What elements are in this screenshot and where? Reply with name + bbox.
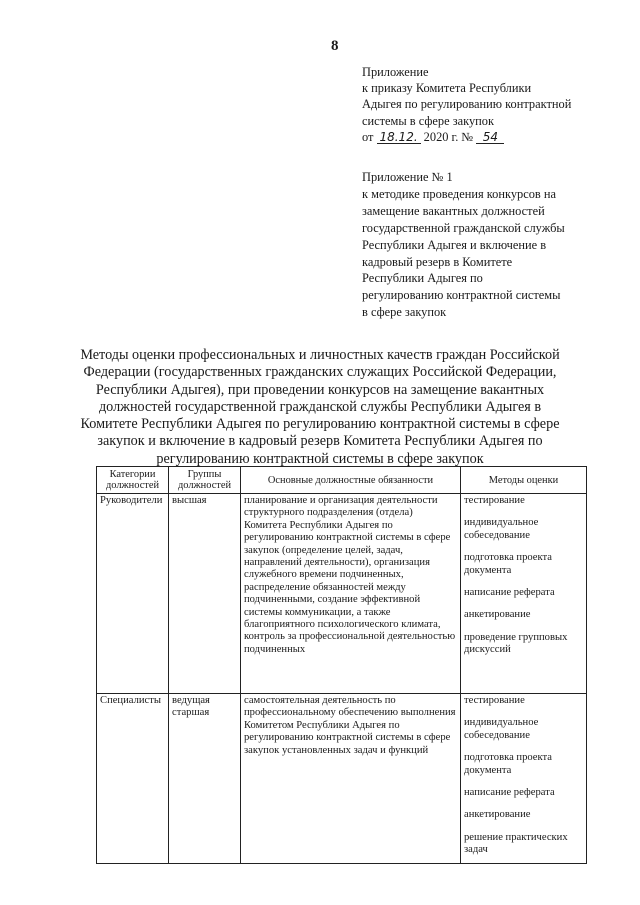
- cell-category: Специалисты: [97, 694, 169, 864]
- date-prefix: от: [362, 129, 374, 144]
- cell-methods: [461, 494, 587, 694]
- cell-group: высшая: [169, 494, 241, 694]
- title-line: Республики Адыгея), при проведении конкурсов на замещение вакантных: [95, 381, 545, 398]
- method-item: подготовка проекта документа: [464, 552, 552, 576]
- method-item: индивидуальное собеседование: [464, 717, 539, 741]
- table-row: [97, 694, 587, 864]
- table-row: [97, 494, 587, 694]
- cell-duties: планирование и организация деятельности структурного подразделения (отдела) Комитета Республики Адыгея по регулированию контрактной системы в сфере закупок (определение целей, задач, направлений деятельности), организация служебного времени подчиненных, распределение обязанностей между подчиненными, создание эффективной системы коммуникации, а также благоприятного психологического климата, контроль за профессиональной деятельностью подчиненных: [241, 494, 461, 694]
- header-duties: Основные должностные обязанности: [241, 467, 461, 494]
- title-line: Федерации (государственных гражданских служащих Российской Федерации,: [83, 364, 557, 381]
- header-category: Категории должностей: [97, 467, 169, 494]
- appendix-line: к приказу Комитета Республики: [362, 81, 532, 96]
- appendix1-line: регулированию контрактной системы: [362, 288, 561, 303]
- appendix1-line: к методике проведения конкурсов на: [362, 186, 557, 201]
- title-line: Методы оценки профессиональных и личностных качеств граждан Российской: [80, 347, 560, 363]
- appendix1-line: замещение вакантных должностей: [362, 203, 545, 218]
- method-item: написание реферата: [464, 787, 555, 799]
- title-line: Комитете Республики Адыгея по регулированию контрактной системы в сфере: [80, 416, 560, 433]
- cell-duties: самостоятельная деятельность по профессиональному обеспечению выполнения Комитетом Республики Адыгея по регулированию контрактной системы в сфере закупок установленных задач и функций: [241, 694, 461, 864]
- title-line: закупок и включение в кадровый резерв Комитета Республики Адыгея по: [97, 433, 543, 450]
- method-item: решение практических задач: [464, 831, 568, 856]
- appendix-line: Приложение: [362, 65, 429, 79]
- method-item: анкетирование: [464, 609, 531, 621]
- assessment-methods-table: [96, 466, 587, 864]
- appendix-line: системы в сфере закупок: [362, 113, 495, 128]
- appendix1-line: государственной гражданской службы: [362, 220, 565, 235]
- appendix1-line: Республики Адыгея по: [362, 271, 483, 286]
- appendix-order-block: [362, 64, 622, 145]
- cell-category: Руководители: [97, 494, 169, 694]
- appendix1-line: кадровый резерв в Комитете: [362, 254, 513, 269]
- appendix-line: Адыгея по регулированию контрактной: [362, 97, 572, 112]
- title-line: должностей государственной гражданской службы Республики Адыгея в: [98, 398, 542, 415]
- page-number: 8: [331, 38, 339, 54]
- table-header-row: [97, 467, 587, 494]
- method-item: анкетирование: [464, 809, 531, 821]
- appendix-1-block: [362, 169, 622, 321]
- method-item: написание реферата: [464, 587, 555, 599]
- method-item: тестирование: [464, 695, 525, 706]
- appendix1-line: Республики Адыгея и включение в: [362, 237, 547, 252]
- appendix1-line: Приложение № 1: [362, 170, 453, 184]
- method-item: тестирование: [464, 495, 525, 506]
- header-methods: Методы оценки: [461, 467, 587, 494]
- order-date-line: [362, 129, 622, 145]
- method-item: проведение групповых дискуссий: [464, 631, 568, 656]
- method-item: индивидуальное собеседование: [464, 517, 539, 541]
- cell-methods: [461, 694, 587, 864]
- date-year: 2020 г. №: [423, 129, 474, 144]
- method-item: подготовка проекта документа: [464, 752, 552, 776]
- appendix1-line: в сфере закупок: [362, 305, 447, 320]
- title-line: регулированию контрактной системы в сфере закупок: [156, 450, 484, 467]
- header-group: Группы должностей: [169, 467, 241, 494]
- handwritten-date: 18.12.: [377, 131, 421, 144]
- document-title: [80, 347, 560, 468]
- handwritten-order-number: 54: [476, 131, 504, 144]
- cell-group: ведущая старшая: [169, 694, 241, 864]
